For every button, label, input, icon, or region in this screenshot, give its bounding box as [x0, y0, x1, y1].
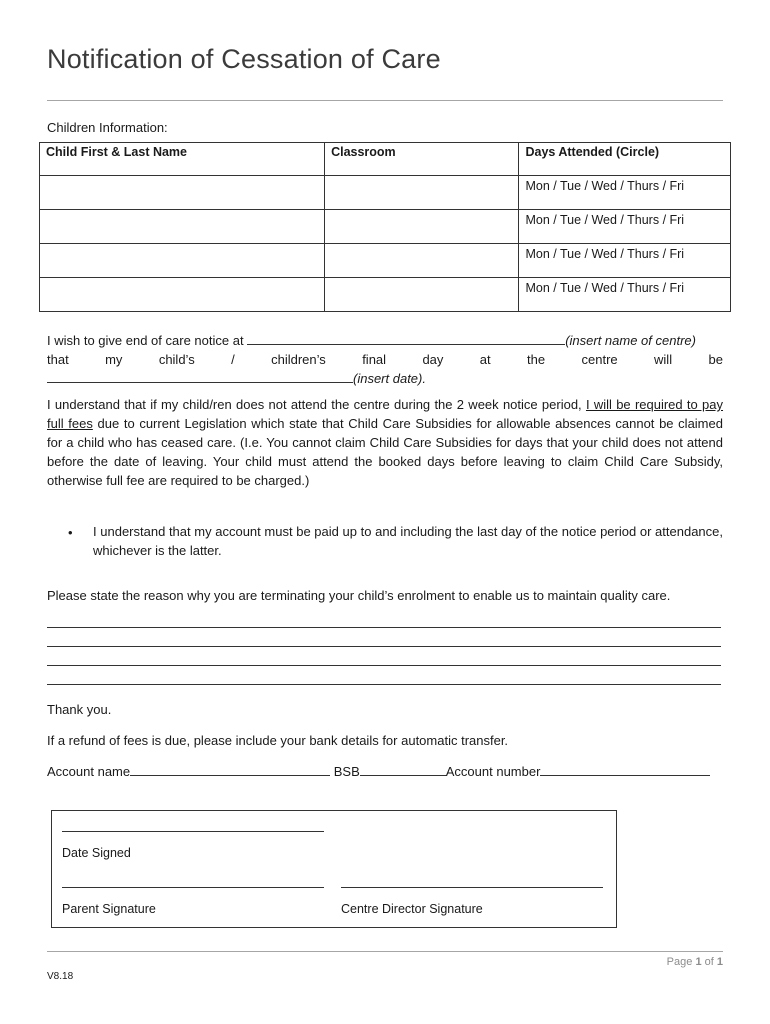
notice-word: day [422, 352, 444, 367]
director-signature-label: Centre Director Signature [341, 902, 483, 916]
reason-prompt: Please state the reason why you are terminating your child’s enrolment to enable us to maintain quality care. [47, 588, 671, 603]
reason-line-1[interactable] [47, 627, 721, 628]
date-signed-line[interactable] [62, 831, 324, 832]
fees-paragraph [47, 395, 723, 490]
refund-text: If a refund of fees is due, please include your bank details for automatic transfer. [47, 733, 509, 748]
account-number-field[interactable] [540, 763, 710, 776]
table-row [40, 176, 731, 210]
fees-text-1: I understand that if my child/ren does not attend the centre during the 2 week notice period, [47, 397, 582, 412]
children-table [39, 142, 731, 312]
centre-name-field[interactable] [247, 332, 565, 345]
page-title: Notification of Cessation of Care [47, 44, 441, 74]
notice-word: be [708, 352, 723, 367]
header-child-name: Child First & Last Name [40, 143, 325, 176]
days-cell[interactable]: Mon / Tue / Wed / Thurs / Fri [519, 278, 731, 312]
child-name-cell[interactable] [40, 244, 325, 278]
version-label: V8.18 [47, 971, 74, 982]
director-signature-line[interactable] [341, 887, 603, 888]
notice-word: will [654, 352, 673, 367]
fees-underlined: I will be required to pay full fees [47, 397, 724, 431]
table-row [40, 278, 731, 312]
notice-word: my [105, 352, 123, 367]
notice-prefix: I wish to give end of care notice at [47, 333, 244, 348]
notice-word: final [362, 352, 387, 367]
children-info-label: Children Information: [47, 120, 168, 135]
child-name-cell[interactable] [40, 210, 325, 244]
date-signed-label: Date Signed [62, 846, 131, 860]
end-date-field[interactable] [47, 370, 353, 383]
days-cell[interactable]: Mon / Tue / Wed / Thurs / Fri [519, 176, 731, 210]
page-current: 1 [695, 956, 702, 968]
page-label: Page [666, 956, 693, 968]
bsb-label: BSB [333, 764, 360, 779]
centre-name-hint: (insert name of centre) [565, 333, 696, 348]
days-cell[interactable]: Mon / Tue / Wed / Thurs / Fri [519, 244, 731, 278]
notice-word: at [479, 352, 491, 367]
table-row [40, 244, 731, 278]
footer-divider [47, 951, 723, 952]
fees-text-2: due to current Legislation which state that Child Care Subsidies for allowable absences cannot be claimed for a child who has ceased care. (I.e. You cannot claim Child Care Subsidies for days that your child does not attend before the date of leaving. Your child must attend the booked days before leaving to claim Child Care Subsidy, otherwise full fee are required to be charged.) [47, 416, 723, 488]
signature-box [51, 810, 617, 928]
table-row [40, 210, 731, 244]
end-date-hint: (insert date). [353, 371, 426, 386]
notice-line-1 [47, 331, 723, 350]
notice-word: the [527, 352, 546, 367]
thank-you-text: Thank you. [47, 702, 112, 717]
notice-word: centre [581, 352, 618, 367]
notice-line-2 [47, 350, 723, 369]
header-days-attended: Days Attended (Circle) [519, 143, 731, 176]
account-number-label: Account number [445, 764, 541, 779]
notice-line-3 [47, 369, 723, 388]
parent-signature-line[interactable] [62, 887, 324, 888]
bsb-field[interactable] [360, 763, 446, 776]
notice-word: children’s [271, 352, 326, 367]
reason-line-4[interactable] [47, 684, 721, 685]
page-of: of [704, 956, 714, 968]
page-total: 1 [716, 956, 723, 968]
child-name-cell[interactable] [40, 278, 325, 312]
notice-word: / [231, 352, 235, 367]
notice-word: that [47, 352, 69, 367]
reason-line-2[interactable] [47, 646, 721, 647]
classroom-cell[interactable] [325, 176, 519, 210]
title-divider [47, 100, 723, 101]
account-name-label: Account name [47, 764, 131, 779]
child-name-cell[interactable] [40, 176, 325, 210]
classroom-cell[interactable] [325, 244, 519, 278]
table-header-row [40, 143, 731, 176]
header-classroom: Classroom [325, 143, 519, 176]
account-name-field[interactable] [130, 763, 330, 776]
days-cell[interactable]: Mon / Tue / Wed / Thurs / Fri [519, 210, 731, 244]
bank-details-row [47, 762, 723, 781]
classroom-cell[interactable] [325, 278, 519, 312]
parent-signature-label: Parent Signature [62, 902, 156, 916]
reason-line-3[interactable] [47, 665, 721, 666]
classroom-cell[interactable] [325, 210, 519, 244]
bullet-icon: • [68, 525, 73, 540]
bullet-text: I understand that my account must be paid up to and including the last day of the notice period or attendance, whichever is the latter. [93, 524, 723, 558]
page-number [667, 956, 723, 968]
notice-word: child’s [158, 352, 195, 367]
